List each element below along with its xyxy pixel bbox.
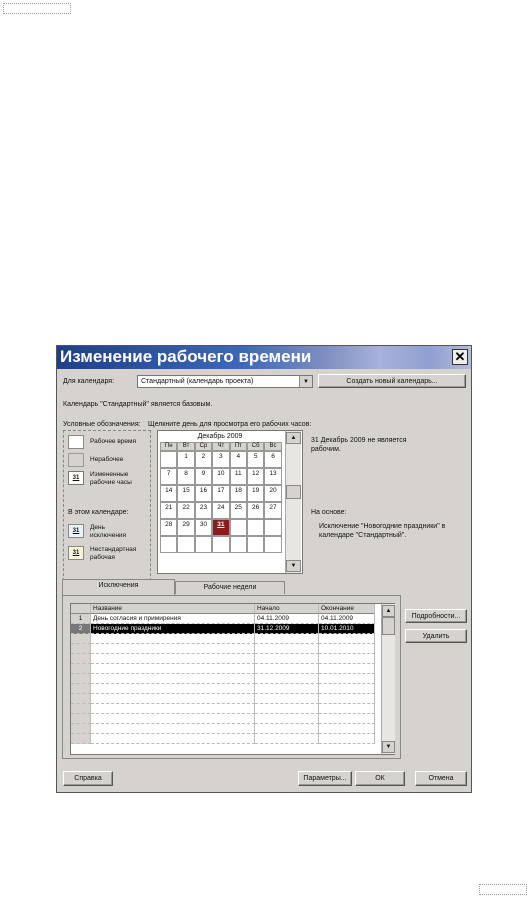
exception-end-cell[interactable]	[319, 654, 375, 664]
click-day-instruction: Щелкните день для просмотра его рабочих часов:	[148, 421, 312, 428]
calendar-day[interactable]: 14	[160, 485, 177, 502]
exception-end-cell[interactable]	[319, 644, 375, 654]
legend-label-line: Рабочее время	[90, 438, 137, 445]
table-row-empty[interactable]	[71, 634, 381, 644]
legend-label-line: Нерабочее	[90, 456, 124, 463]
exception-name-cell[interactable]	[91, 734, 255, 744]
legend-label-line: Измененные	[90, 471, 129, 478]
exception-name-cell[interactable]	[91, 704, 255, 714]
weekday-header: Вт	[177, 442, 194, 451]
row-number[interactable]	[71, 714, 91, 724]
calendar-week	[160, 502, 282, 519]
legend-label-line: Нестандартная	[90, 546, 137, 553]
row-number[interactable]	[71, 654, 91, 664]
scroll-thumb[interactable]	[382, 617, 395, 635]
month-title: Декабрь 2009	[197, 433, 243, 440]
exception-name-cell[interactable]	[91, 724, 255, 734]
calendar-day[interactable]: 1	[177, 451, 194, 468]
exceptions-panel	[62, 595, 401, 759]
calendar-day[interactable]: 22	[177, 502, 194, 519]
exception-name-cell[interactable]	[91, 644, 255, 654]
legend-label-line: День	[90, 524, 105, 531]
calendar-day	[230, 519, 247, 536]
calendar-day[interactable]: 15	[177, 485, 194, 502]
table-row-empty[interactable]	[71, 644, 381, 654]
options-button[interactable]: Параметры...	[298, 771, 352, 786]
exception-end-cell[interactable]	[319, 664, 375, 674]
page-corner-mark-top	[3, 3, 71, 14]
calendar-day[interactable]: 30	[195, 519, 212, 536]
legend-label-line: рабочие часы	[90, 479, 132, 486]
calendar-day[interactable]: 12	[247, 468, 264, 485]
table-row-empty[interactable]	[71, 714, 381, 724]
exception-start-cell[interactable]: 04.11.2009	[255, 614, 319, 624]
calendar-day[interactable]: 21	[160, 502, 177, 519]
table-row-empty[interactable]	[71, 654, 381, 664]
chevron-down-icon[interactable]: ▼	[299, 376, 312, 387]
cancel-button[interactable]: Отмена	[415, 771, 467, 786]
calendar-week	[160, 485, 282, 502]
table-row-empty[interactable]	[71, 694, 381, 704]
legend-panel	[63, 430, 151, 586]
exception-name-cell[interactable]: Новогодние праздники	[91, 624, 255, 634]
row-number[interactable]	[71, 634, 91, 644]
close-button[interactable]: ✕	[452, 349, 468, 365]
help-button[interactable]: Справка	[63, 771, 113, 786]
exception-start-cell[interactable]	[255, 644, 319, 654]
exception-name-cell[interactable]: День согласия и примирения	[91, 614, 255, 624]
exception-end-cell[interactable]	[319, 704, 375, 714]
calendar-week	[160, 536, 282, 553]
calendar-day[interactable]: 11	[230, 468, 247, 485]
calendar-day	[264, 536, 281, 553]
calendar-day[interactable]: 24	[212, 502, 229, 519]
calendar-day[interactable]: 20	[264, 485, 281, 502]
calendar-day	[264, 519, 281, 536]
calendar-day[interactable]: 28	[160, 519, 177, 536]
calendar-day[interactable]: 2	[195, 451, 212, 468]
calendar-week	[160, 519, 282, 536]
legend-swatch-2	[68, 453, 84, 467]
calendar-day-selected[interactable]: 31	[212, 519, 229, 536]
calendar-day[interactable]: 27	[264, 502, 281, 519]
create-calendar-button[interactable]: Создать новый календарь...	[318, 374, 466, 388]
calendar-day	[195, 536, 212, 553]
row-number[interactable]	[71, 684, 91, 694]
calendar-day[interactable]: 13	[264, 468, 281, 485]
exception-name-cell[interactable]	[91, 654, 255, 664]
calendar-day[interactable]: 17	[212, 485, 229, 502]
row-number[interactable]: 2	[71, 624, 91, 634]
exception-end-cell[interactable]	[319, 734, 375, 744]
calendar-day	[247, 519, 264, 536]
based-on-text	[319, 522, 445, 540]
tab-exceptions[interactable]: Исключения	[62, 579, 175, 595]
calendar-day[interactable]: 6	[264, 451, 281, 468]
column-header-end: Окончание	[319, 604, 375, 614]
for-calendar-label: Для календаря:	[63, 378, 115, 385]
exception-start-cell[interactable]	[255, 734, 319, 744]
calendar-week	[160, 468, 282, 485]
calendar-day[interactable]: 4	[230, 451, 247, 468]
base-calendar-note: Календарь "Стандартный" является базовым.	[63, 401, 213, 408]
scroll-down-icon[interactable]: ▼	[382, 741, 395, 753]
row-number[interactable]	[71, 644, 91, 654]
legend-label-line: рабочая	[90, 554, 115, 561]
calendar-day[interactable]: 23	[195, 502, 212, 519]
calendar-day[interactable]: 26	[247, 502, 264, 519]
calendar-legend-swatch-2: 31	[68, 546, 84, 560]
calendar-select[interactable]	[137, 375, 313, 388]
table-row-empty[interactable]	[71, 674, 381, 684]
calendar-day	[160, 451, 177, 468]
row-number[interactable]: 1	[71, 614, 91, 624]
month-calendar	[157, 430, 303, 574]
table-row[interactable]	[71, 614, 381, 624]
scroll-thumb[interactable]	[286, 485, 301, 499]
table-row-empty[interactable]	[71, 724, 381, 734]
exceptions-table	[70, 603, 395, 755]
title-bar	[57, 346, 471, 369]
calendar-scrollbar[interactable]	[285, 431, 301, 573]
row-number[interactable]	[71, 694, 91, 704]
exception-end-cell[interactable]: 04.11.2009	[319, 614, 375, 624]
weekday-header: Ср	[195, 442, 212, 451]
table-header	[71, 604, 381, 614]
weekday-header: Пн	[160, 442, 177, 451]
exception-start-cell[interactable]	[255, 714, 319, 724]
row-number[interactable]	[71, 724, 91, 734]
exception-end-cell[interactable]	[319, 684, 375, 694]
calendar-day	[247, 536, 264, 553]
exception-name-cell[interactable]	[91, 684, 255, 694]
legend-swatch-1	[68, 435, 84, 449]
exception-end-cell[interactable]: 10.01.2010	[319, 624, 375, 634]
exception-name-cell[interactable]	[91, 634, 255, 644]
row-number[interactable]	[71, 664, 91, 674]
based-on-line-1: Исключение "Новогодние праздники" в	[319, 523, 446, 530]
based-on-line-2: календаре "Стандартный".	[319, 532, 407, 539]
legend-heading: Условные обозначения:	[63, 421, 141, 428]
column-header-start: Начало	[255, 604, 319, 614]
calendar-legend-label-1	[90, 524, 126, 540]
legend-swatch-3: 31	[68, 471, 84, 485]
based-on-heading: На основе:	[311, 509, 347, 516]
exception-name-cell[interactable]	[91, 714, 255, 724]
day-status-text	[311, 436, 407, 454]
page-corner-mark-bottom	[479, 884, 527, 895]
calendar-day[interactable]: 19	[247, 485, 264, 502]
exception-end-cell[interactable]	[319, 634, 375, 644]
delete-button[interactable]: Удалить	[405, 629, 467, 643]
calendar-week	[160, 451, 282, 468]
dialog-title: Изменение рабочего времени	[60, 347, 312, 366]
legend-label-3	[90, 471, 132, 487]
weekday-header: Вс	[264, 442, 281, 451]
day-status-line-1: 31 Декабрь 2009 не является	[311, 437, 407, 444]
calendar-day[interactable]: 5	[247, 451, 264, 468]
exception-start-cell[interactable]	[255, 694, 319, 704]
tab-work-weeks[interactable]: Рабочие недели	[175, 581, 285, 594]
calendar-day[interactable]: 8	[177, 468, 194, 485]
table-row-empty[interactable]	[71, 664, 381, 674]
table-row-empty[interactable]	[71, 704, 381, 714]
exception-start-cell[interactable]	[255, 704, 319, 714]
calendar-day[interactable]: 16	[195, 485, 212, 502]
weekday-header: Чт	[212, 442, 229, 451]
exception-start-cell[interactable]: 31.12.2009	[255, 624, 319, 634]
exception-end-cell[interactable]	[319, 694, 375, 704]
scroll-down-icon[interactable]: ▼	[286, 560, 301, 572]
ok-button[interactable]: ОК	[355, 771, 405, 786]
weekday-header: Пт	[230, 442, 247, 451]
scroll-up-icon[interactable]: ▲	[382, 605, 395, 617]
calendar-day	[160, 536, 177, 553]
calendar-day[interactable]: 29	[177, 519, 194, 536]
calendar-day[interactable]: 18	[230, 485, 247, 502]
row-number[interactable]	[71, 674, 91, 684]
calendar-day[interactable]: 3	[212, 451, 229, 468]
exception-start-cell[interactable]	[255, 674, 319, 684]
column-header-name: Название	[91, 604, 255, 614]
calendar-day[interactable]: 9	[195, 468, 212, 485]
weekday-header: Сб	[247, 442, 264, 451]
table-row[interactable]	[71, 624, 381, 634]
calendar-day[interactable]: 10	[212, 468, 229, 485]
exception-name-cell[interactable]	[91, 664, 255, 674]
exception-start-cell[interactable]	[255, 664, 319, 674]
calendar-select-value: Стандартный (календарь проекта)	[141, 378, 254, 385]
row-number[interactable]	[71, 704, 91, 714]
calendar-day[interactable]: 25	[230, 502, 247, 519]
exception-end-cell[interactable]	[319, 724, 375, 734]
table-scrollbar[interactable]	[381, 604, 395, 754]
exception-start-cell[interactable]	[255, 654, 319, 664]
row-header-corner	[71, 604, 91, 614]
scroll-up-icon[interactable]: ▲	[286, 432, 301, 444]
calendar-legend-swatch-1: 31	[68, 524, 84, 538]
calendar-legend-label-2	[90, 546, 136, 562]
exception-start-cell[interactable]	[255, 684, 319, 694]
in-calendar-heading: В этом календаре:	[68, 509, 129, 516]
table-row-empty[interactable]	[71, 734, 381, 744]
exception-end-cell[interactable]	[319, 714, 375, 724]
calendar-day[interactable]: 7	[160, 468, 177, 485]
calendar-grid	[160, 442, 282, 553]
legend-label-line: исключения	[90, 532, 127, 539]
day-status-line-2: рабочим.	[311, 446, 341, 453]
exception-name-cell[interactable]	[91, 674, 255, 684]
exception-name-cell[interactable]	[91, 694, 255, 704]
exception-end-cell[interactable]	[319, 674, 375, 684]
row-number[interactable]	[71, 734, 91, 744]
table-row-empty[interactable]	[71, 684, 381, 694]
exception-start-cell[interactable]	[255, 724, 319, 734]
calendar-day	[177, 536, 194, 553]
legend-label-2	[90, 456, 123, 464]
exception-start-cell[interactable]	[255, 634, 319, 644]
details-button[interactable]: Подробности...	[405, 609, 467, 623]
legend-label-1	[90, 438, 136, 446]
change-working-time-dialog	[56, 345, 472, 793]
calendar-day	[212, 536, 229, 553]
calendar-day	[230, 536, 247, 553]
